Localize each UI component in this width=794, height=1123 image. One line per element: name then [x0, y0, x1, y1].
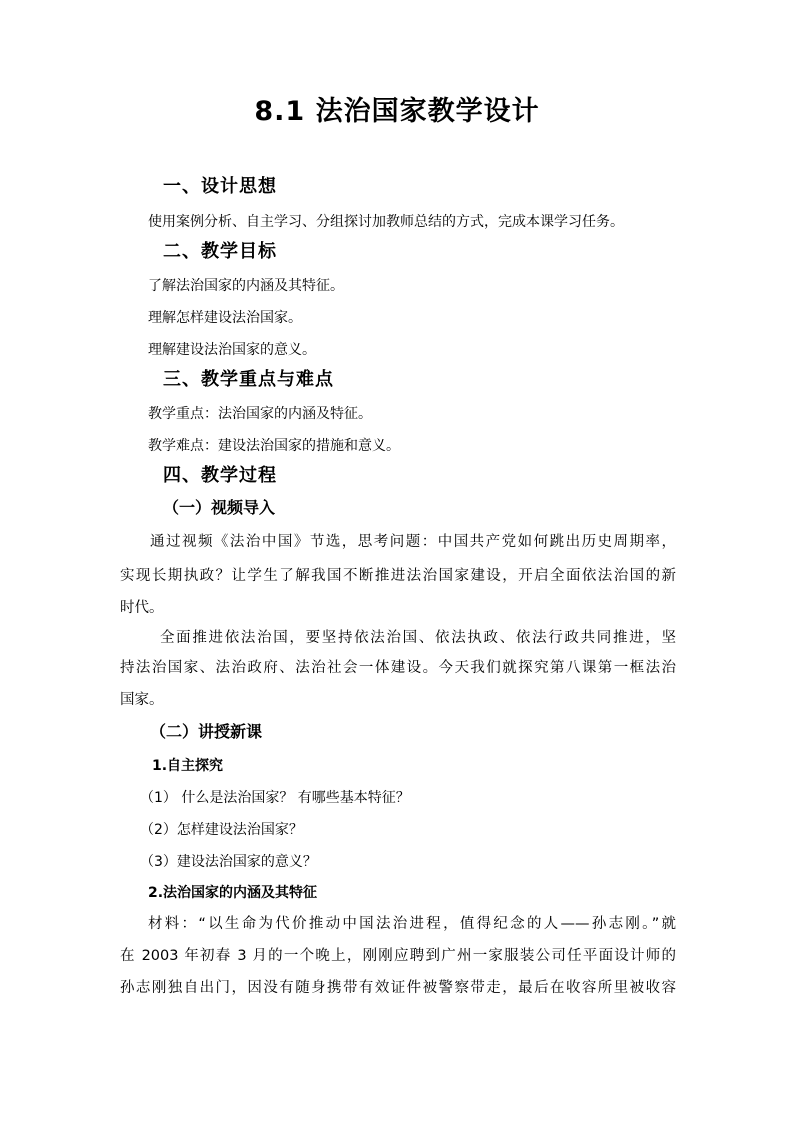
- objective-item: 了解法治国家的内涵及其特征。: [148, 278, 344, 294]
- objective-item: 理解怎样建设法治国家。: [148, 310, 302, 326]
- paragraph-line: 在 2003 年初春 3 月的一个晚上，刚刚应聘到广州一家服装公司任平面设计师的: [120, 948, 676, 964]
- subsection-heading-video: （一）视频导入: [163, 498, 276, 517]
- question-item: （3）建设法治国家的意义？: [140, 854, 317, 870]
- document-title: 8.1 法治国家教学设计: [254, 96, 540, 127]
- paragraph-line: 通过视频《法治中国》节选，思考问题：中国共产党如何跳出历史周期率，: [150, 534, 676, 550]
- difficulty-text: 教学难点：建设法治国家的措施和意义。: [148, 438, 400, 454]
- paragraph-line: 持法治国家、法治政府、法治社会一体建设。今天我们就探究第八课第一框法治: [120, 660, 676, 676]
- section-heading-key-points: 三、教学重点与难点: [163, 369, 334, 390]
- question-item: （1） 什么是法治国家？ 有哪些基本特征？: [140, 790, 410, 806]
- subsubsection-heading-self-study: 1.自主探究: [152, 758, 224, 774]
- paragraph-line: 孙志刚独自出门，因没有随身携带有效证件被警察带走，最后在收容所里被收容: [120, 980, 676, 996]
- objective-item: 理解建设法治国家的意义。: [148, 342, 316, 358]
- paragraph-line: 材料：“以生命为代价推动中国法治进程，值得纪念的人——孙志刚。”就: [148, 916, 676, 932]
- section-heading-design-idea: 一、设计思想: [163, 176, 277, 197]
- section-heading-objectives: 二、教学目标: [163, 241, 277, 262]
- key-point-text: 教学重点：法治国家的内涵及特征。: [148, 406, 372, 422]
- paragraph-line: 时代。: [120, 600, 164, 616]
- subsubsection-heading-connotation: 2.法治国家的内涵及其特征: [148, 885, 318, 901]
- design-idea-text: 使用案例分析、自主学习、分组探讨加教师总结的方式，完成本课学习任务。: [148, 214, 624, 230]
- paragraph-line: 实现长期执政？让学生了解我国不断推进法治国家建设，开启全面依法治国的新: [120, 568, 676, 584]
- paragraph-line: 全面推进依法治国，要坚持依法治国、依法执政、依法行政共同推进，坚: [160, 630, 676, 646]
- section-heading-process: 四、教学过程: [163, 465, 277, 486]
- subsection-heading-new-lesson: （二）讲授新课: [150, 722, 263, 741]
- question-item: （2）怎样建设法治国家？: [140, 822, 303, 838]
- paragraph-line: 国家。: [120, 692, 164, 708]
